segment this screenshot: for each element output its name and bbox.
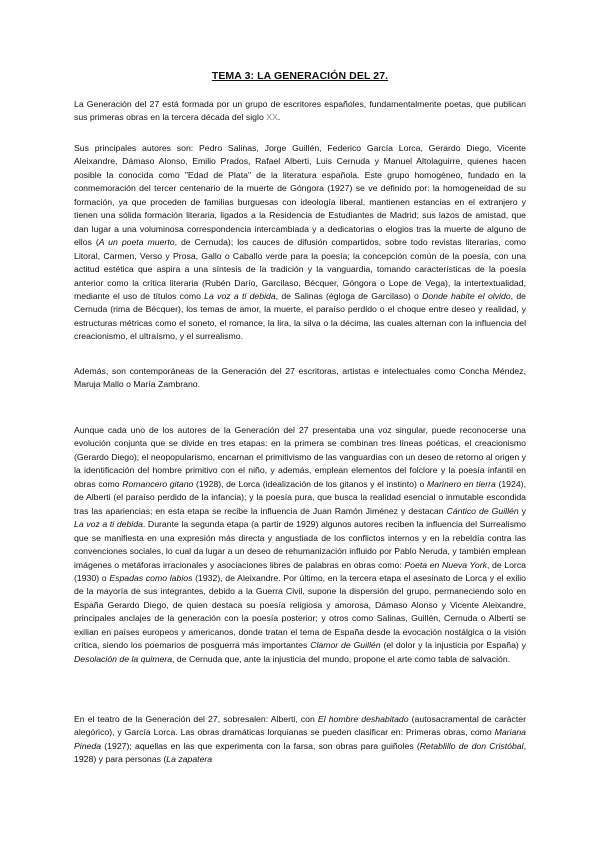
work-title: Retablillo de don Cristóbal [419, 740, 524, 751]
work-title: Guillén [491, 505, 519, 516]
work-title: Marinero en tierra [426, 478, 496, 489]
work-title: La zapatera [166, 754, 213, 765]
work-title: El hombre deshabitado [317, 714, 409, 724]
text-run: Sus principales autores son: Pedro Salinas, Jorge Guillén, Federico García Lorca, Gerardo Diego, Vicente Aleixandre, Dámaso Alonso, Emilio Prados, Rafael Alberti, Luis Cernuda y Manuel Altolaguirre, quienes hacen posible la conocida como "Edad de Plata" de la literatura española. Este grupo homogéneo, fundado en la conmemoración del tercer centenario de la muerte de Góngora (1927) se ve definido por: la homogeneidad de su formación, ya que proceden de familias burguesas con ideología liberal, mantienen estancias en el extranjero y tienen una sólida formación literaria, ligados a la Residencia de Estudiantes de Madrid; sus lazos de amistad, que dan lugar a una voluminosa correspondencia intercambiada y a dedicatorias o elogios tras la muerte de alguno de ellos ( [74, 143, 526, 248]
paragraph-theatre [74, 713, 526, 767]
text-run: (1924), de Alberti (el paraíso perdido de la infancia); y la poesía pura, que busca la realidad esencial o inmutable escondida tras las apariencias; en esta etapa se recibe la influencia de Juan Ramón Jiménez y destacan [74, 478, 526, 516]
text-run: . Durante la segunda etapa (a partir de 1929) algunos autores reciben la influencia del Surrealismo que se manifiesta en una expresión más directa y angustiada de los conflictos internos y en la rebeldía contra las convenciones sociales, lo cual da lugar a un deseo de rehumanización influido por Pablo Neruda, y también emplean imágenes o metáforas irracionales y asociaciones libres de palabras en obras como: [74, 519, 526, 570]
text-run: La Generación del 27 está formada por un grupo de escritores españoles, fundamentalmente poetas, que publican sus primeras obras en la tercera década del siglo [74, 99, 526, 123]
text-run: , de Salinas (égloga de Garcilaso) o [275, 290, 423, 301]
text-run: y [518, 505, 526, 516]
text-run: (autosacramental de carácter alegórico), y García Lorca. Las obras dramáticas lorquianas se pueden clasificar en: Primeras obras, como [74, 714, 526, 738]
text-run: (1932), de Aleixandre. Por último, en la tercera etapa el asesinato de Lorca y el exilio de la mayoría de sus integrantes, debido a la Guerra Civil, supone la dispersión del grupo, permaneciendo solo en España Gerardo Diego, de quien destaca su poesía religiosa y amorosa, Dámaso Alonso y Vicente Aleixandre, principales anclajes de la generación con la poesía posterior; y otros como Salinas, Guillén, Cernuda o Alberti se exilian en países europeos y americanos, donde tratan el tema de España desde la evocación nostálgica o la visión crítica, siendo los poemarios de posguerra más importantes [74, 572, 526, 651]
paragraph-intro [74, 98, 526, 125]
work-title: Clamor de Guillén [310, 640, 381, 651]
work-title: Romancero gitano [122, 478, 194, 489]
text-run: , de Lorca (1930) o [74, 559, 527, 583]
text-run: (1928), de Lorca (idealización de los gitanos y el instinto) o [193, 478, 427, 489]
work-title: Cántico [446, 505, 477, 516]
paragraph-stages [74, 424, 526, 666]
work-title: Donde habite el olvido [422, 290, 511, 301]
work-title: Desolación de la quimera [74, 653, 173, 664]
work-title: Poeta en Nueva York [404, 559, 487, 570]
text-run: (el dolor y la injusticia por España) y [380, 640, 526, 651]
work-title: Mariana Pineda [74, 727, 526, 751]
paragraph-contemporaries: Además, son contemporáneas de la Generación del 27 escritoras, artistas e intelectuales como Concha Méndez, Maruja Mallo o María Zambrano. [74, 366, 526, 390]
text-run: , de Cernuda (rima de Bécquer), los temas de amor, la muerte, el paraíso perdido o el choque entre deseo y realidad, y estructuras métricas como el soneto, el romance, la lira, la silva o la décima, las cuales alternan con la influencia del creacionismo, el ultraísmo, y el surrealismo. [74, 290, 526, 342]
text-run: (1927); aquellas en las que experimenta con la farsa, son obras para guiñoles ( [101, 740, 420, 751]
text-run: . [277, 112, 281, 123]
text-run: , de Cernuda); los cauces de difusión compartidos, sobre todo revistas literarias, como Litoral, Carmen, Verso y Prosa, Gallo o Caballo verde para la poesía; la concepción común de la poesía, con una actitud estética que aspira a una síntesis de la tradición y la vanguardia, tomando características de la poesía anterior como la crítica literaria (Rubén Darío, Garcilaso, Bécquer, Góngora o Lope de Vega), la intertextualidad, mediante el uso de títulos como [74, 237, 526, 301]
text-run: Aunque cada uno de los autores de la Generación del 27 presentaba una voz singular, puede reconocerse una evolución conjunta que se divide en tres etapas: en la primera se combinan tres líneas poéticas, el creacionismo (Gerardo Diego); el neopopularismo, encarnan el primitivismo de las vanguardias con un deseo de retorno al origen y la identificación del hombre primitivo con el niño, y además, emplean elementos del folclore y la poesía infantil en obras como [74, 425, 526, 489]
text-run: En el teatro de la Generación del 27, sobresalen: Alberti, con [74, 714, 318, 724]
century-numeral: XX [266, 112, 278, 123]
work-title: A un poeta muerto [98, 237, 175, 248]
text-run: , de Cernuda que, ante la injusticia del mundo, propone el arte como tabla de salvación. [172, 653, 511, 664]
work-title: La voz a ti debida [74, 519, 143, 530]
page-title: TEMA 3: LA GENERACIÓN DEL 27. [211, 70, 389, 82]
text-run: de [476, 505, 492, 516]
work-title: La voz a ti debida [204, 290, 276, 301]
work-title: Espadas como labios [109, 572, 193, 583]
text-run: , 1928) y para personas ( [74, 740, 526, 765]
paragraph-authors [74, 142, 526, 344]
